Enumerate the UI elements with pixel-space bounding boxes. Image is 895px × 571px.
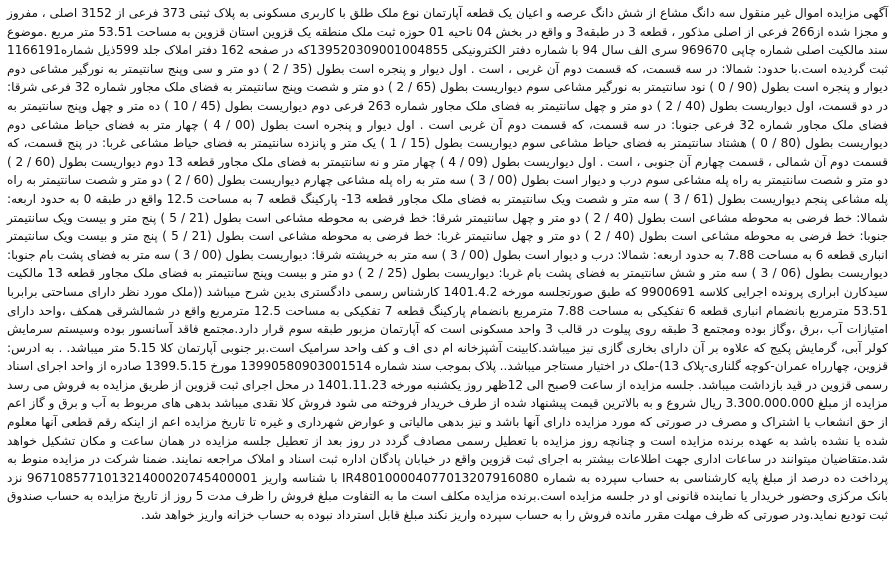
auction-notice-text: آگهی مزایده اموال غیر منقول سه دانگ مشاع از شش دانگ عرصه و اعیان یک قطعه آپارتمان نوع ملک طلق با کاربری مسکونی به پلاک ثبتی 373 فرعی از 3152 اصلی ، مفروز و مجزا شده از266 فرعی از اصلی مذکور ، قطعه 3 در طبقه3 و واقع در بخش 04 ناحیه 01 حوزه ثبت ملک منطقه یک قزوین استان قزوین به مساحت 53.51 متر مربع .موضوع سند مالکیت اصلی شماره چاپی 969670 سری الف سال 94 با شماره دفتر الکترونیکی 139520309001004855که در صفحه 162 دفتر املاک جلد 599ذیل شماره1166191 ثبت گردیده است.با حدود: شمالا: در سه قسمت، که قسمت دوم آن غربی ، است . اول دیوار و پنجره است بطول (35 / 2 ) دو متر و سی وپنج سانتیمتر به نورگیر مشاعی دوم دیوار و پنجره است بطول (90 / 0 ) نود سانتیمتر به نورگیر مشاعی سوم دیواریست بطول (65 / 2 ) دو متر و شصت وپنج سانتیمتر به فضای ملک مجاور شماره 32 فرعی شرقا: در دو قسمت، اول دیواریست بطول (40 / 2 ) دو متر و چهل سانتیمتر به فضای ملک مجاور شماره 263 فرعی دوم دیواریست بطول (45 / 10 ) ده متر و چهل وپنج سانتیمتر به فضای ملک مجاور شماره 32 فرعی جنوبا: در سه قسمت، که قسمت دوم آن غربی است . اول دیوار و پنجره است بطول (00 / 4 ) چهار متر به فضای حیاط مشاعی دوم دیواریست بطول (80 / 0 ) هشتاد سانتیمتر به فضای حیاط مشاعی سوم دیواریست بطول (15 / 1 ) یک متر و پانزده سانتیمتر به فضای حیاط مشاعی غربا: در پنج قسمت، که قسمت دوم آن شمالی ، قسمت چهارم آن جنوبی ، است . اول دیواریست بطول (09 / 4 ) چهار متر و نه سانتیمتر به فضای ملک مجاور قطعه 13 دوم دیواریست بطول (60 / 2 ) دو متر و شصت سانتیمتر به راه پله مشاعی سوم درب و دیوار است بطول (00 / 3 ) سه متر به راه پله مشاعی چهارم دیواریست بطول (60 / 2 ) دو متر و شصت سانتیمتر به راه پله مشاعی پنجم دیواریست بطول (61 / 3 ) سه متر و شصت ویک سانتیمتر به فضای ملک مجاور قطعه 13- پارکینگ قطعه 7 به مساحت 12.5 واقع در طبقه 0 به حدود اربعه: شمالا: خط فرضی به محوطه مشاعی است بطول (40 / 2 ) دو متر و چهل سانتیمتر شرقا: خط فرضی به محوطه مشاعی است بطول (21 / 5 ) پنج متر و بیست ویک سانتیمتر جنوبا: خط فرضی به محوطه مشاعی است بطول (40 / 2 ) دو متر و چهل سانتیمتر غربا: خط فرضی به محوطه مشاعی است بطول (21 / 5 ) پنج متر و بیست ویک سانتیمتر انباری قطعه 6 به مساحت 7.88 به حدود اربعه: شمالا: درب و دیوار است بطول (00 / 3 ) سه متر به خرپشته شرقا: دیواریست بطول (00 / 3 ) سه متر به فضای پشت بام جنوبا: دیواریست بطول (06 / 3 ) سه متر و شش سانتیمتر به فضای پشت بام غربا: دیواریست بطول (25 / 2 ) دو متر و بیست وپنج سانتیمتر به فضای ملک مجاور قطعه 13 مالکیت سیدکارن ابراری پرونده اجرایی کلاسه 9900691 که طبق صورتجلسه مورخه 1401.4.2 کارشناس رسمی دادگستری بدین شرح میباشد ((ملک مورد نظر دارای مساحتی برابربا 53.51 مترمربع بانضمام انباری قطعه 6 تفکیکی به مساحت 7.88 مترمربع بانضمام پارکینگ قطعه 7 تفکیکی به مساحت 12.5 مترمربع واقع در شمالشرقی همکف ،واحد دارای امتیازات آب ،برق ،وگاز بوده ومجتمع 3 طبقه روی پیلوت در قالب 3 واحد مسکونی است که آپارتمان مزبور طبقه سوم قرار دارد.مجتمع فاقد آسانسور بوده وسیستم سرمایش کولر آبی، گرمایش پکیج که علاوه بر آن دارای بخاری گازی نیز میباشد.کابینت آشپزخانه ام دی اف و کف واحد سرامیک است.بر جنوبی آپارتمان کلا 5.15 متر میباشد. . به ادرس: قزوین، چهارراه عمران-کوچه گلناری-پلاک 13)-ملک در اختیار مستاجر میباشد.. پلاک بموجب سند شماره 13990580903001514 مورخ 1399.5.15 صادره از واحد اجرای اسناد رسمی قزوین در قید بازداشت میباشد. جلسه مزایده از ساعت 9صبح الی 12ظهر روز یکشنبه مورخه 1401.11.23 در محل اجرای ثبت قزوین از طریق مزایده به فروش می رسد مزایده از مبلغ 3.300.000.000 ریال شروع و به بالاترین قیمت پیشنهاد شده از طرف خریدار فروخته می شود فروش کلا نقدی میباشد بدهی های مربوط به آب و برق و گاز اعم از حق انشعاب یا اشتراک و مصرف در صورتی که مورد مزایده دارای آنها باشد و نیز بدهی مالیاتی و عوارض شهرداری و غیره تا تاریخ مزایده اعم از اینکه رقم قطعی آنها معلوم شده یا نشده باشد به عهده برنده مزایده است و چنانچه روز مزایده با تعطیل رسمی مصادف گردد در روز بعد از تعطیل جلسه مزایده در همان ساعت و مکان تشکیل خواهد شد.متقاضیان میتوانند در ساعات اداری جهت اطلاعات بیشتر به اجرای ثبت قزوین واقع در خیابان پادگان اداره ثبت اسناد و املاک مراجعه نمایند. ضمنا شرکت در مزایده منوط به پرداخت ده درصد از مبلغ پایه کارشناسی به حساب سپرده به شماره IR480100004077013207916080 با شناسه واریز 967108577101321400020745400001 نزد بانک مرکزی وحضور خریدار یا نماینده قانونی او در جلسه مزایده است.برنده مزایده مکلف است ما به التفاوت مبلغ فروش را ظرف مدت 5 روز از تاریخ مزایده به حساب صندوق ثبت تودیع نماید.ودر صورتی که ظرف مهلت مقرر مانده فروش را به حساب سپرده واریز نکند مبلغ قابل استرداد نبوده به حساب خزانه واریز خواهد شد. <box>7 6 889 523</box>
